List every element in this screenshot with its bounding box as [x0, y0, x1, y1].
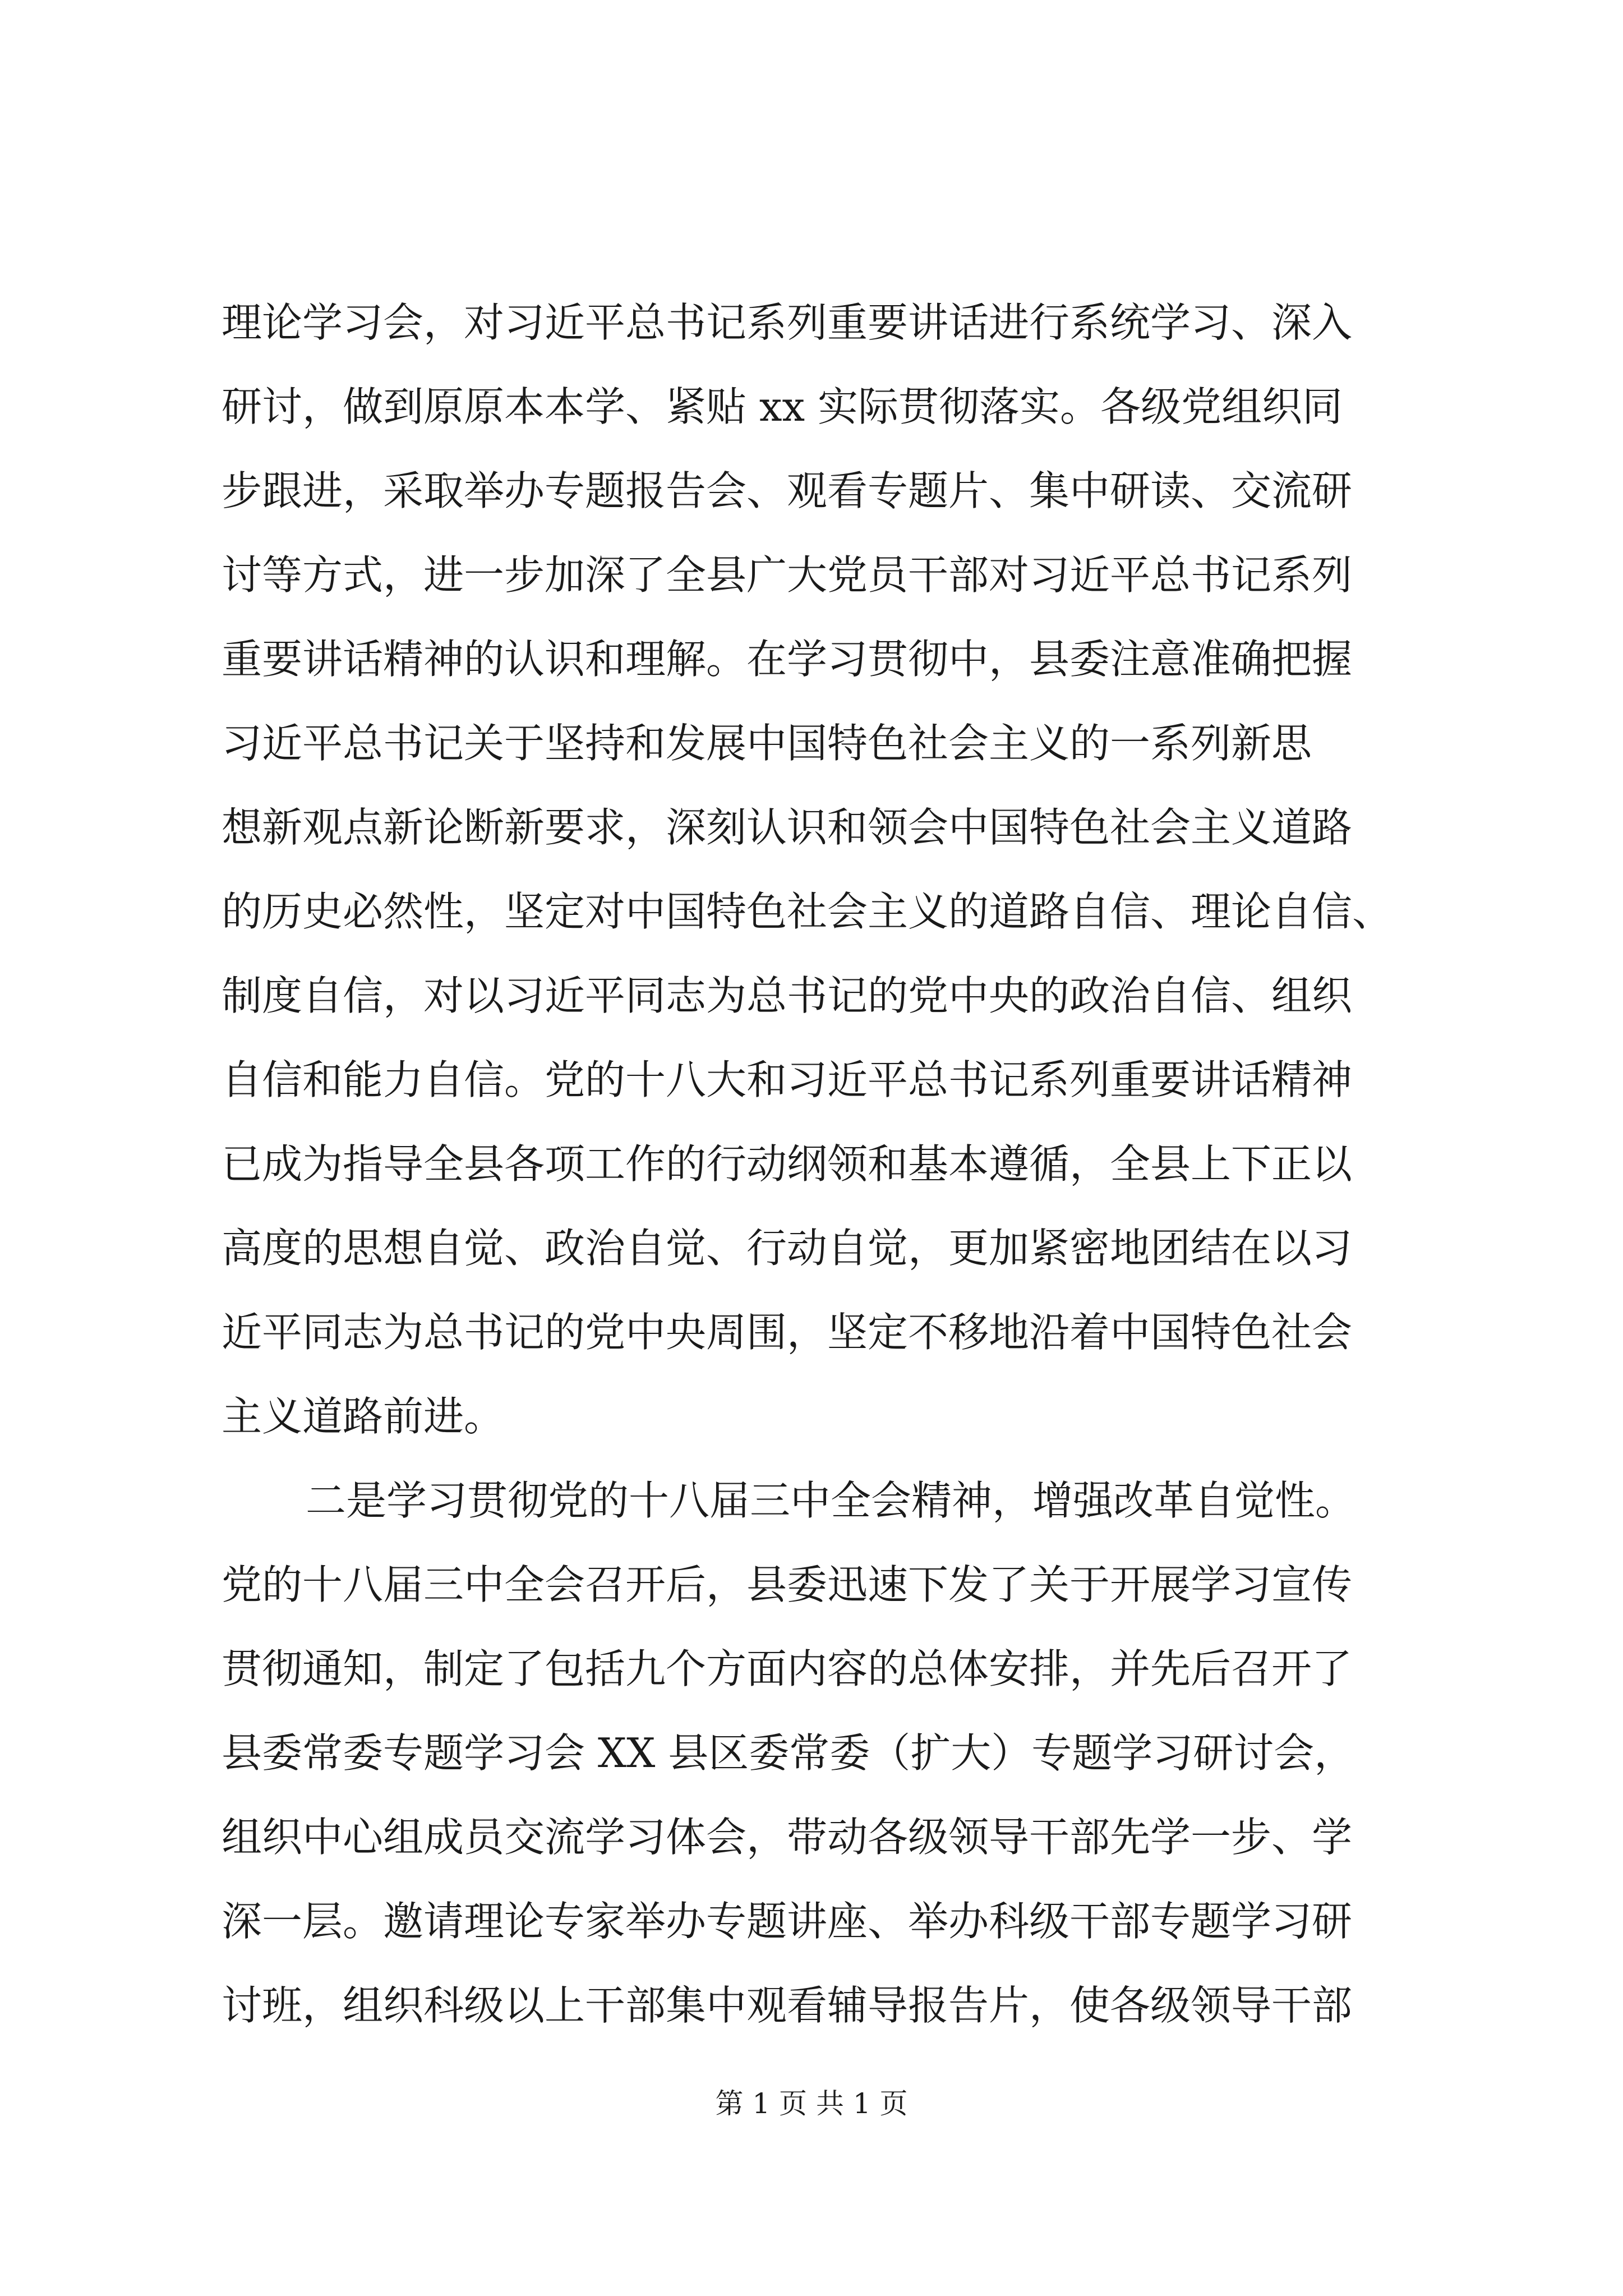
text-line: 想新观点新论断新要求，深刻认识和领会中国特色社会主义道路 [222, 804, 1353, 851]
text-line: 近平同志为总书记的党中央周围，坚定不移地沿着中国特色社会 [222, 1309, 1353, 1356]
text-line: 讨等方式，进一步加深了全县广大党员干部对习近平总书记系列 [222, 551, 1353, 599]
text-line: 理论学习会，对习近平总书记系列重要讲话进行系统学习、深入 [222, 299, 1353, 346]
text-line: 主义道路前进。 [222, 1393, 505, 1440]
text-line: 研讨，做到原原本本学、紧贴 xx 实际贯彻落实。各级党组织同 [222, 383, 1343, 430]
text-line: 的历史必然性，坚定对中国特色社会主义的道路自信、理论自信、 [222, 888, 1393, 935]
text-line: 自信和能力自信。党的十八大和习近平总书记系列重要讲话精神 [222, 1056, 1353, 1103]
page-number-label: 第 1 页 共 1 页 [715, 2087, 908, 2120]
text-line: 县委常委专题学习会 XX 县区委常委（扩大）专题学习研讨会， [222, 1729, 1355, 1777]
text-line: 党的十八届三中全会召开后，县委迅速下发了关于开展学习宣传 [222, 1561, 1353, 1608]
text-line: 组织中心组成员交流学习体会，带动各级领导干部先学一步、学 [222, 1814, 1353, 1861]
text-line: 深一层。邀请理论专家举办专题讲座、举办科级干部专题学习研 [222, 1898, 1353, 1945]
text-line: 讨班，组织科级以上干部集中观看辅导报告片，使各级领导干部 [222, 1982, 1353, 2029]
text-line: 重要讲话精神的认识和理解。在学习贯彻中，县委注意准确把握 [222, 636, 1353, 683]
text-line: 步跟进，采取举办专题报告会、观看专题片、集中研读、交流研 [222, 467, 1353, 514]
text-line: 习近平总书记关于坚持和发展中国特色社会主义的一系列新思 [222, 720, 1312, 767]
text-line: 已成为指导全县各项工作的行动纲领和基本遵循，全县上下正以 [222, 1140, 1353, 1188]
text-line: 贯彻通知，制定了包括九个方面内容的总体安排，并先后召开了 [222, 1645, 1353, 1692]
text-line: 制度自信，对以习近平同志为总书记的党中央的政治自信、组织 [222, 972, 1353, 1019]
paragraph-start-line: 二是学习贯彻党的十八届三中全会精神，增强改革自觉性。 [306, 1477, 1356, 1524]
document-body [222, 280, 1438, 2047]
page-footer [0, 2087, 1623, 2120]
text-line: 高度的思想自觉、政治自觉、行动自觉，更加紧密地团结在以习 [222, 1225, 1353, 1272]
